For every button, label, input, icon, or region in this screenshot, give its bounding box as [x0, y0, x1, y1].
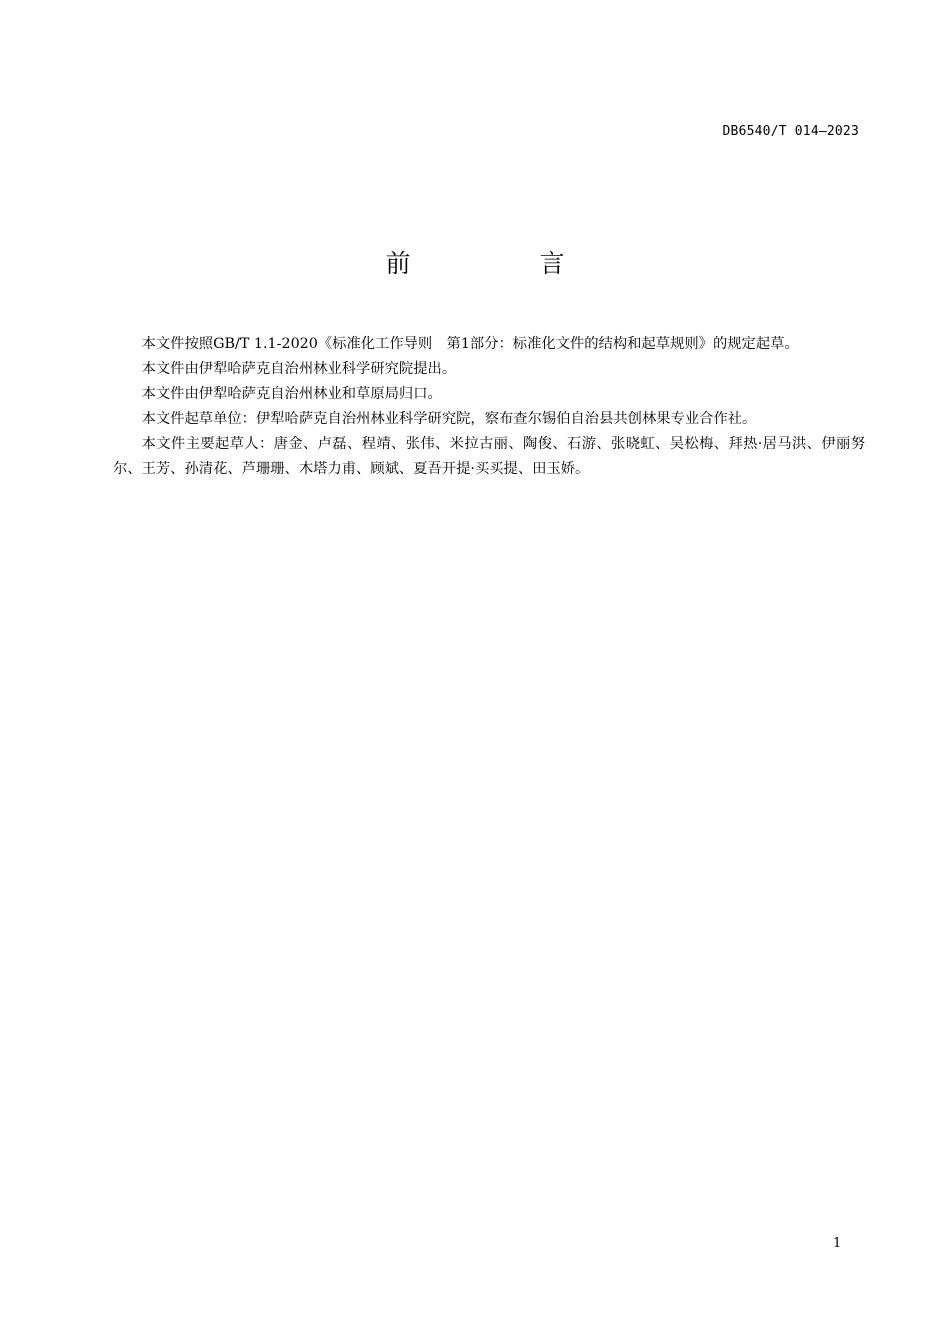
paragraph-administrator: 本文件由伊犁哈萨克自治州林业和草原局归口。: [141, 386, 442, 402]
page-number: 1: [833, 1236, 842, 1251]
paragraph-drafting-basis: 本文件按照GB/T 1.1-2020《标准化工作导则 第1部分：标准化文件的结构和起草规则》的规定起草。: [141, 336, 799, 352]
paragraph-drafting-units: 本文件起草单位：伊犁哈萨克自治州林业科学研究院，察布查尔锡伯自治县共创林果专业合作社。: [141, 411, 757, 427]
document-body: [113, 332, 865, 482]
document-code: DB6540/T 014—2023: [722, 124, 859, 139]
paragraph-proposer: 本文件由伊犁哈萨克自治州林业科学研究院提出。: [141, 361, 457, 377]
paragraph-drafters: 本文件主要起草人：唐金、卢磊、程靖、张伟、米拉古丽、陶俊、石游、张晓虹、吴松梅、拜热·居马洪、伊丽努尔、王芳、孙清花、芦珊珊、木塔力甫、顾斌、夏吾开提·买买提、田玉娇。: [113, 436, 865, 477]
page-title: 前 言: [385, 249, 617, 278]
